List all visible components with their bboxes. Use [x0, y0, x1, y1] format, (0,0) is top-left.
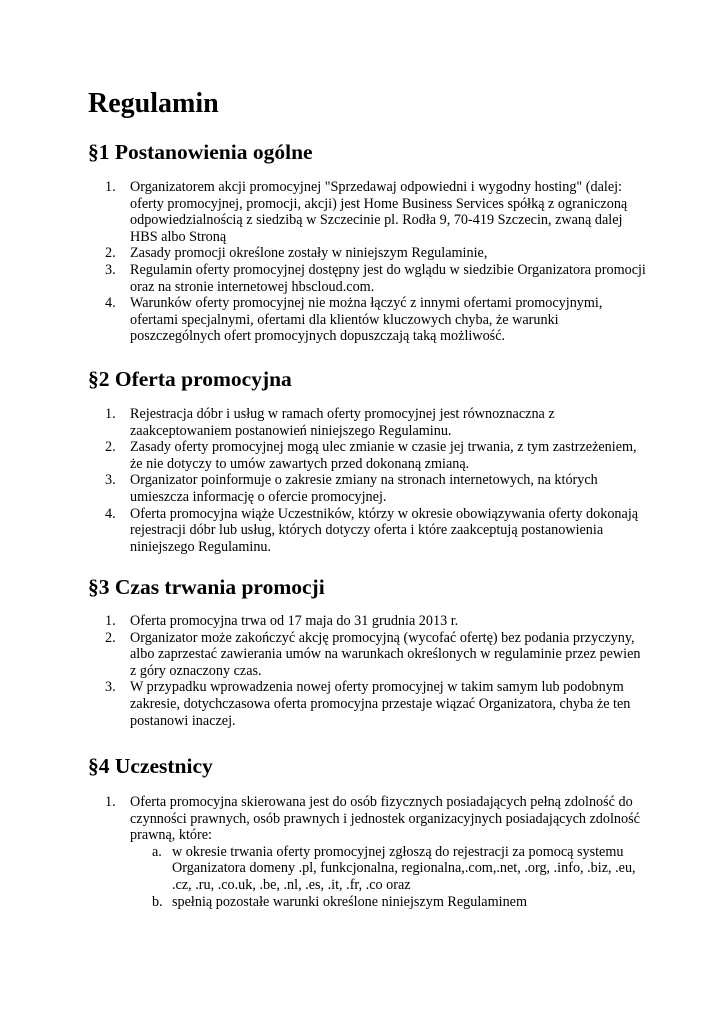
list-item-text: Organizatorem akcji promocyjnej "Sprzedawaj odpowiedni i wygodny hosting" (dalej: oferty promocyjnej, promocji, akcji) jest Home Business Services spółką z ograniczoną odpowiedzialnością z siedzibą w Szczecinie pl. Rodła 9, 70-419 Szczecin, zwaną dalej HBS albo Stroną [130, 179, 628, 245]
list-item [88, 245, 648, 262]
list-item [88, 472, 648, 505]
list-item-text: W przypadku wprowadzenia nowej oferty promocyjnej w takim samym lub podobnym zakresie, dotychczasowa oferta promocyjna przestaje wiązać Organizatora, chyba że ten postanowi inaczej. [130, 679, 631, 729]
section-4-heading: §4 Uczestnicy [88, 754, 213, 778]
section-4-list [88, 794, 648, 910]
sub-list-item-text: w okresie trwania oferty promocyjnej zgłoszą do rejestracji za pomocą systemu Organizatora domeny .pl, funkcjonalna, regionalna,.com,.net, .org, .info, .biz, .eu, .cz, .ru, .co.uk, .be, .nl, .es, .it, .fr, .co oraz [172, 843, 636, 893]
list-item [88, 794, 648, 910]
sub-list-item-text: spełnią pozostałe warunki określone niniejszym Regulaminem [172, 893, 527, 910]
list-item [88, 179, 648, 245]
list-item-text: Oferta promocyjna skierowana jest do osób fizycznych posiadających pełną zdolność do czynności prawnych, osób prawnych i jednostek organizacyjnych posiadających zdolność prawną, które: [130, 794, 640, 844]
list-item-number: 4. [105, 295, 116, 312]
section-1-list [88, 179, 648, 345]
list-item-text: Rejestracja dóbr i usług w ramach oferty promocyjnej jest równoznaczna z zaakceptowaniem postanowień niniejszego Regulaminu. [130, 406, 555, 439]
section-3-heading: §3 Czas trwania promocji [88, 575, 325, 599]
list-item [88, 613, 648, 630]
list-item-text: Zasady promocji określone zostały w niniejszym Regulaminie, [130, 245, 488, 262]
sub-list-item [130, 894, 648, 911]
document-title: Regulamin [88, 88, 219, 119]
list-item-number: 3. [105, 679, 116, 696]
list-item [88, 439, 648, 472]
list-item-text: Organizator poinformuje o zakresie zmiany na stronach internetowych, na których umieszcza informację o ofercie promocyjnej. [130, 472, 598, 505]
list-item-number: 1. [105, 794, 116, 810]
section-1-heading: §1 Postanowienia ogólne [88, 140, 313, 164]
list-item [88, 679, 648, 729]
list-item-number: 2. [105, 245, 116, 262]
sub-list-item-letter: a. [152, 843, 162, 860]
list-item-number: 3. [105, 472, 116, 489]
section-3-list [88, 613, 648, 729]
list-item-text: Warunków oferty promocyjnej nie można łączyć z innymi ofertami promocyjnymi, ofertami specjalnymi, ofertami dla klientów kluczowych chyba, że warunki poszczególnych ofert promocyjnych dopuszczają taką możliwość. [130, 295, 603, 345]
section-4-sublist [130, 844, 648, 910]
list-item-number: 1. [105, 179, 116, 195]
sub-list-item-letter: b. [152, 893, 163, 910]
list-item-text: Regulamin oferty promocyjnej dostępny jest do wglądu w siedzibie Organizatora promocji oraz na stronie internetowej hbscloud.com. [130, 261, 646, 295]
list-item-number: 1. [105, 406, 116, 422]
list-item-number: 1. [105, 613, 116, 629]
list-item-number: 2. [105, 629, 116, 646]
list-item-number: 2. [105, 439, 116, 456]
list-item [88, 506, 648, 556]
list-item [88, 262, 648, 295]
section-2-list [88, 406, 648, 555]
sub-list-item [130, 844, 648, 894]
list-item [88, 406, 648, 439]
list-item [88, 630, 648, 680]
list-item-text: Zasady oferty promocyjnej mogą ulec zmianie w czasie jej trwania, z tym zastrzeżeniem, że nie dotyczy to umów zawartych przed dokonaną zmianą. [130, 439, 637, 472]
list-item [88, 295, 648, 345]
list-item-number: 3. [105, 261, 116, 278]
section-2-heading: §2 Oferta promocyjna [88, 367, 292, 391]
list-item-text: Oferta promocyjna trwa od 17 maja do 31 grudnia 2013 r. [130, 613, 459, 629]
list-item-text: Organizator może zakończyć akcję promocyjną (wycofać ofertę) bez podania przyczyny, albo zaprzestać zawierania umów na warunkach określonych w regulaminie przez pewien z góry oznaczony czas. [130, 629, 641, 679]
list-item-text: Oferta promocyjna wiąże Uczestników, którzy w okresie obowiązywania oferty dokonają rejestracji dóbr lub usług, których dotyczy oferta i które zaakceptują postanowienia niniejszego Regulaminu. [130, 505, 639, 555]
list-item-number: 4. [105, 505, 116, 522]
